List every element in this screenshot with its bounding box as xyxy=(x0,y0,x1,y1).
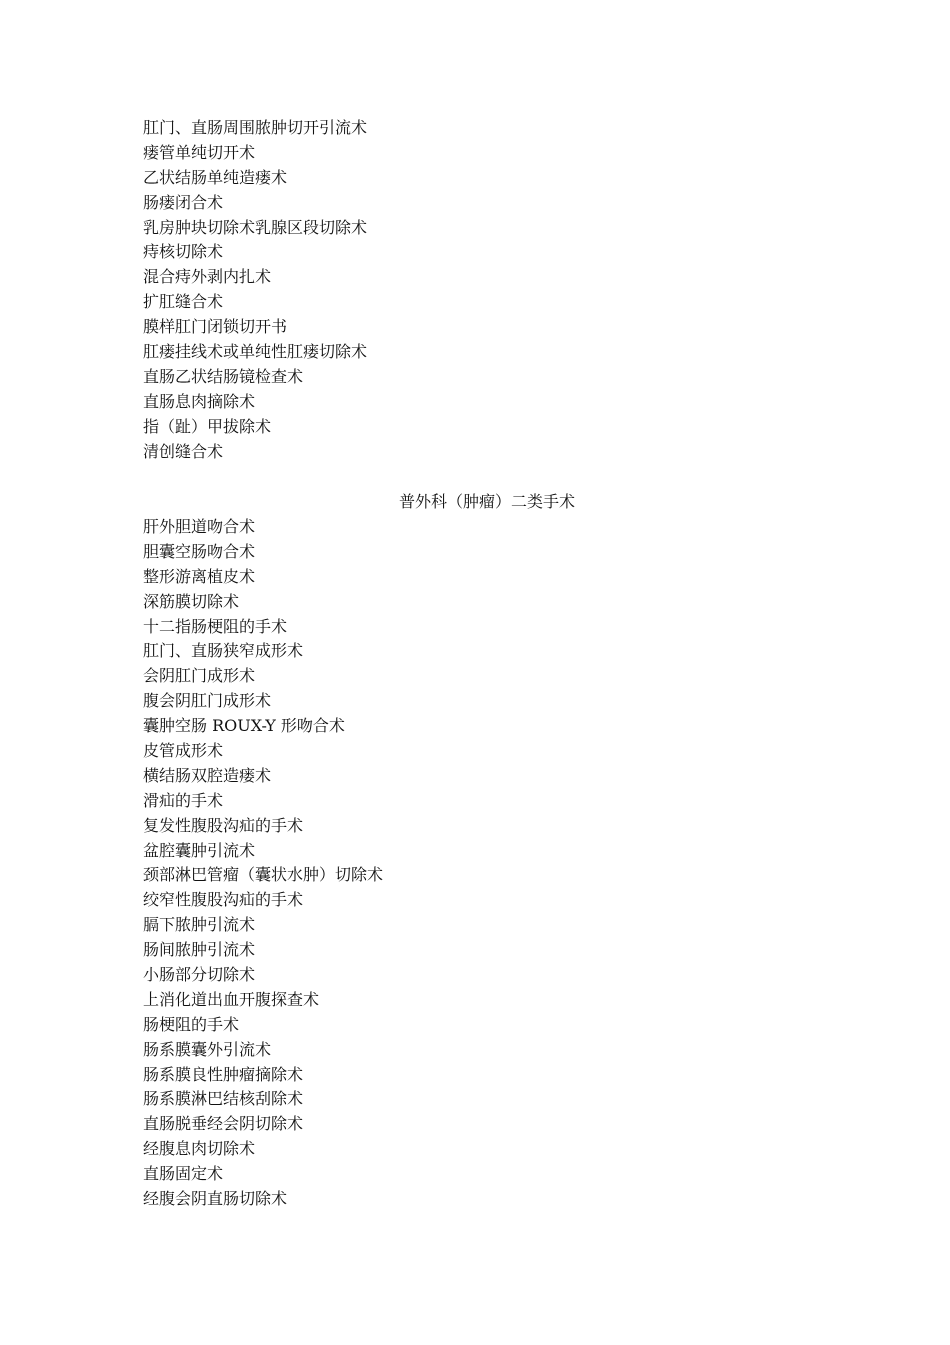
procedure-list-section-1 xyxy=(143,116,843,464)
list-item: 肠系膜良性肿瘤摘除术 xyxy=(143,1064,304,1084)
section-heading: 普外科（肿瘤）二类手术 xyxy=(398,492,575,511)
list-item: 肠系膜淋巴结核刮除术 xyxy=(143,1089,304,1109)
list-item: 直肠脱垂经会阴切除术 xyxy=(143,1114,304,1134)
list-item: 会阴肛门成形术 xyxy=(143,666,256,686)
list-item: 膜样肛门闭锁切开书 xyxy=(143,317,288,337)
list-item: 颈部淋巴管瘤（囊状水肿）切除术 xyxy=(143,865,384,885)
list-item: 囊肿空肠 ROUX-Y 形吻合术 xyxy=(143,716,345,736)
list-item: 腹会阴肛门成形术 xyxy=(143,691,272,711)
list-item: 肠瘘闭合术 xyxy=(143,192,224,212)
list-item: 十二指肠梗阻的手术 xyxy=(143,616,288,636)
procedure-list-section-2 xyxy=(143,515,843,1212)
list-item: 复发性腹股沟疝的手术 xyxy=(143,815,304,835)
list-item: 深筋膜切除术 xyxy=(143,591,240,611)
list-item: 乙状结肠单纯造瘘术 xyxy=(143,167,288,187)
list-item: 扩肛缝合术 xyxy=(143,292,224,312)
list-item: 滑疝的手术 xyxy=(143,790,224,810)
list-item: 瘘管单纯切开术 xyxy=(143,142,256,162)
list-item: 肛门、直肠周围脓肿切开引流术 xyxy=(143,118,368,137)
list-item: 盆腔囊肿引流术 xyxy=(143,840,256,860)
list-item: 上消化道出血开腹探查术 xyxy=(143,989,320,1009)
list-item: 肠间脓肿引流术 xyxy=(143,940,256,960)
list-item: 乳房肿块切除术乳腺区段切除术 xyxy=(143,217,368,237)
list-item: 膈下脓肿引流术 xyxy=(143,915,256,935)
list-item: 清创缝合术 xyxy=(143,441,224,461)
list-item: 肝外胆道吻合术 xyxy=(143,517,256,536)
list-item: 直肠固定术 xyxy=(143,1164,224,1184)
list-item: 皮管成形术 xyxy=(143,741,224,761)
list-item: 痔核切除术 xyxy=(143,242,224,262)
list-item: 肠梗阻的手术 xyxy=(143,1014,240,1034)
list-item: 混合痔外剥内扎术 xyxy=(143,267,272,287)
list-item: 直肠息肉摘除术 xyxy=(143,391,256,411)
list-item: 直肠乙状结肠镜检查术 xyxy=(143,366,304,386)
list-item: 肠系膜囊外引流术 xyxy=(143,1039,272,1059)
list-item: 肛瘘挂线术或单纯性肛瘘切除术 xyxy=(143,342,368,362)
list-item: 经腹息肉切除术 xyxy=(143,1139,256,1159)
list-item: 绞窄性腹股沟疝的手术 xyxy=(143,890,304,910)
list-item: 横结肠双腔造瘘术 xyxy=(143,765,272,785)
list-item: 肛门、直肠狭窄成形术 xyxy=(143,641,304,661)
list-item: 经腹会阴直肠切除术 xyxy=(143,1189,288,1209)
list-item: 小肠部分切除术 xyxy=(143,965,256,985)
list-item: 整形游离植皮术 xyxy=(143,566,256,586)
list-item: 胆囊空肠吻合术 xyxy=(143,541,256,561)
list-item: 指（趾）甲拔除术 xyxy=(143,416,272,436)
